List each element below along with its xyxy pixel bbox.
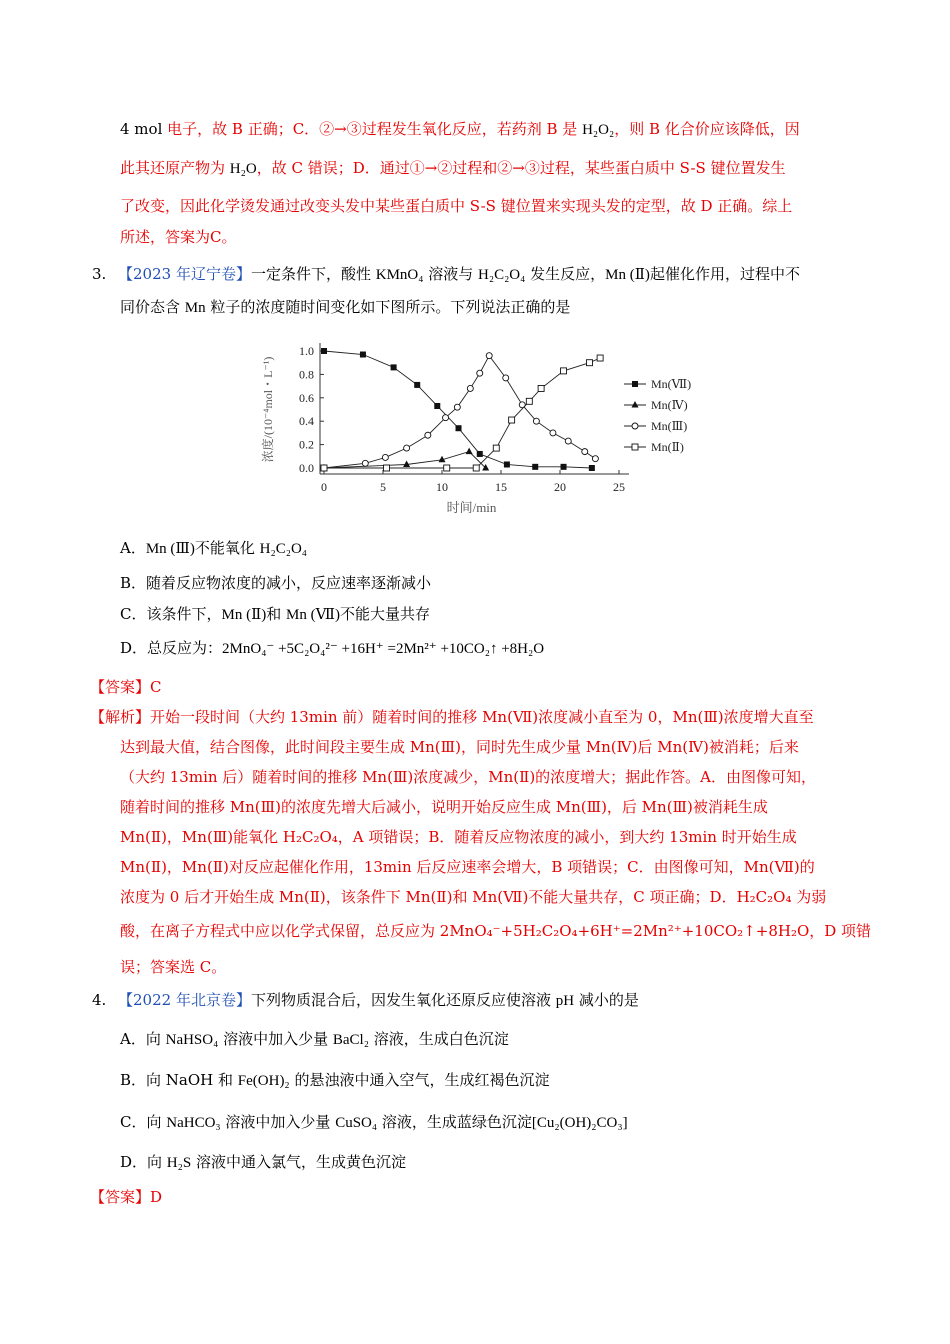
data-point [503, 375, 509, 381]
data-point [321, 465, 327, 471]
q4-option-b[interactable]: B．向 NaOH 和 Fe(OH)₂ 的悬浊液中通入空气，生成红褐色沉淀 [120, 1071, 550, 1089]
q3-option-b[interactable]: B．随着反应物浓度的减小，反应速率逐渐减小 [120, 574, 432, 592]
q4-option-d[interactable]: D．向 H₂S 溶液中通入氯气，生成黄色沉淀 [120, 1153, 406, 1171]
q4-answer: 【答案】D [90, 1188, 163, 1206]
data-point [456, 425, 462, 431]
q3-analysis-line: Mn(Ⅱ)，Mn(Ⅱ)对反应起催化作用，13min 后反应速率会增大，B 项错误；C．由图像可知，Mn(Ⅶ)的 [120, 858, 815, 876]
data-point [509, 417, 515, 423]
data-point [466, 448, 473, 455]
q3-analysis-label: 【解析】 [90, 708, 151, 726]
data-point [493, 445, 499, 451]
data-point [473, 465, 479, 471]
data-point [538, 385, 544, 391]
x-tick-label: 0 [321, 480, 327, 494]
q4-option-a[interactable]: A．向 NaHSO₄ 溶液中加入少量 BaCl₂ 溶液，生成白色沉淀 [120, 1030, 509, 1048]
series-line-3 [324, 358, 600, 468]
legend-label: Mn(Ⅳ) [651, 398, 688, 412]
data-point [454, 404, 460, 410]
q3-analysis-line: 浓度为 0 后才开始生成 Mn(Ⅱ)，该条件下 Mn(Ⅱ)和 Mn(Ⅶ)不能大量共存，C 项正确；D．H₂C₂O₄ 为弱 [120, 888, 827, 906]
q4-option-c[interactable]: C．向 NaHCO₃ 溶液中加入少量 CuSO₄ 溶液，生成蓝绿色沉淀[Cu₂(OH)₂CO₃] [120, 1113, 628, 1131]
q3-option-a[interactable]: A．Mn (Ⅲ)不能氧化 H₂C₂O₄ [120, 539, 308, 557]
prev-analysis-line-2: 此其还原产物为 H₂O，故 C 错误；D．通过①→②过程和②→③过程，某些蛋白质中 S-S 键位置发生 [120, 159, 786, 177]
q4-number: 4. [92, 991, 107, 1009]
data-point [565, 438, 571, 444]
data-point [592, 456, 598, 462]
data-point [504, 461, 510, 467]
data-point [362, 460, 368, 466]
data-point [391, 364, 397, 370]
legend-marker [632, 444, 638, 450]
data-point [434, 403, 440, 409]
data-point [382, 454, 388, 460]
data-point [477, 370, 483, 376]
y-tick-label: 0.2 [299, 437, 314, 452]
y-tick-label: 0.4 [299, 414, 314, 429]
x-tick-label: 15 [495, 480, 507, 494]
data-point [444, 465, 450, 471]
q4-stem: 【2022 年北京卷】下列物质混合后，因发生氧化还原反应使溶液 pH 减小的是 [118, 991, 639, 1009]
data-point [384, 465, 390, 471]
x-tick-label: 5 [380, 480, 386, 494]
data-point [561, 368, 567, 374]
q3-source: 【2023 年辽宁卷】 [118, 265, 251, 283]
x-tick-label: 20 [554, 480, 566, 494]
q4-source: 【2022 年北京卷】 [118, 991, 251, 1009]
q3-analysis-line: Mn(Ⅱ)，Mn(Ⅲ)能氧化 H₂C₂O₄，A 项错误；B．随着反应物浓度的减小，到大约 13min 时开始生成 [120, 828, 797, 846]
data-point [526, 398, 532, 404]
data-point [597, 355, 603, 361]
legend-label: Mn(Ⅶ) [651, 377, 692, 391]
q3-analysis-line: （大约 13min 后）随着时间的推移 Mn(Ⅲ)浓度减少，Mn(Ⅱ)的浓度增大；据此作答。A．由图像可知， [120, 768, 817, 786]
q3-stem-line-1: 【2023 年辽宁卷】一定条件下，酸性 KMnO₄ 溶液与 H₂C₂O₄ 发生反应，Mn (Ⅱ)起催化作用，过程中不 [118, 265, 800, 283]
concentration-time-chart [250, 328, 720, 523]
q3-analysis-line: 随着时间的推移 Mn(Ⅲ)的浓度先增大后减小，说明开始反应生成 Mn(Ⅲ)，后 Mn(Ⅲ)被消耗生成 [120, 798, 768, 816]
data-point [443, 415, 449, 421]
data-point [467, 385, 473, 391]
q3-option-d[interactable]: D．总反应为：2MnO₄⁻ +5C₂O₄²⁻ +16H⁺ =2Mn²⁺ +10CO₂↑ +8H₂O [120, 639, 545, 657]
q3-analysis-line: 酸，在离子方程式中应以化学式保留，总反应为 2MnO₄⁻+5H₂C₂O₄+6H⁺=2Mn²⁺+10CO₂↑+8H₂O，D 项错 [120, 922, 872, 940]
x-tick-label: 25 [613, 480, 625, 494]
y-tick-label: 1.0 [299, 344, 314, 358]
data-point [360, 352, 366, 358]
y-tick-label: 0.6 [299, 390, 314, 405]
x-axis-label: 时间/min [446, 500, 497, 515]
data-point [561, 464, 567, 470]
data-point [486, 353, 492, 359]
legend-marker [632, 401, 639, 408]
q3-option-c[interactable]: C．该条件下，Mn (Ⅱ)和 Mn (Ⅶ)不能大量共存 [120, 605, 430, 623]
q3-analysis-line: 误；答案选 C。 [120, 958, 227, 976]
q3-answer: 【答案】C [90, 678, 162, 696]
prev-analysis-line-4: 所述，答案为C。 [120, 228, 237, 246]
data-point [589, 465, 595, 471]
legend-marker [632, 381, 638, 387]
data-point [404, 445, 410, 451]
data-point [414, 382, 420, 388]
legend-label: Mn(Ⅲ) [651, 419, 688, 433]
prev-analysis-line-1: 4 mol 电子，故 B 正确；C．②→③过程发生氧化反应，若药剂 B 是 H₂O₂，则 B 化合价应该降低，因 [120, 120, 800, 138]
q3-stem-line-2: 同价态含 Mn 粒子的浓度随时间变化如下图所示。下列说法正确的是 [120, 298, 571, 316]
series-line-2 [324, 356, 595, 468]
q3-number: 3. [92, 265, 107, 283]
data-point [533, 418, 539, 424]
x-tick-label: 10 [436, 480, 448, 494]
y-tick-label: 0.0 [299, 461, 314, 475]
data-point [425, 432, 431, 438]
q3-analysis-line: 开始一段时间（大约 13min 前）随着时间的推移 Mn(Ⅶ)浓度减小直至为 0，Mn(Ⅲ)浓度增大直至 [150, 708, 814, 726]
q3-analysis-line: 达到最大值，结合图像，此时间段主要生成 Mn(Ⅲ)，同时先生成少量 Mn(Ⅳ)后 Mn(Ⅳ)被消耗；后来 [120, 738, 799, 756]
legend-marker [632, 423, 638, 429]
legend-label: Mn(Ⅱ) [651, 440, 684, 454]
prev-analysis-line-3: 了改变，因此化学烫发通过改变头发中某些蛋白质中 S-S 键位置来实现头发的定型，故 D 正确。综上 [120, 197, 793, 215]
data-point [582, 449, 588, 455]
data-point [550, 430, 556, 436]
data-point [321, 348, 327, 354]
data-point [587, 360, 593, 366]
data-point [477, 451, 483, 457]
y-axis-label: 浓度/(10⁻⁴mol・L⁻¹) [261, 356, 275, 463]
y-tick-label: 0.8 [299, 367, 314, 382]
data-point [532, 464, 538, 470]
